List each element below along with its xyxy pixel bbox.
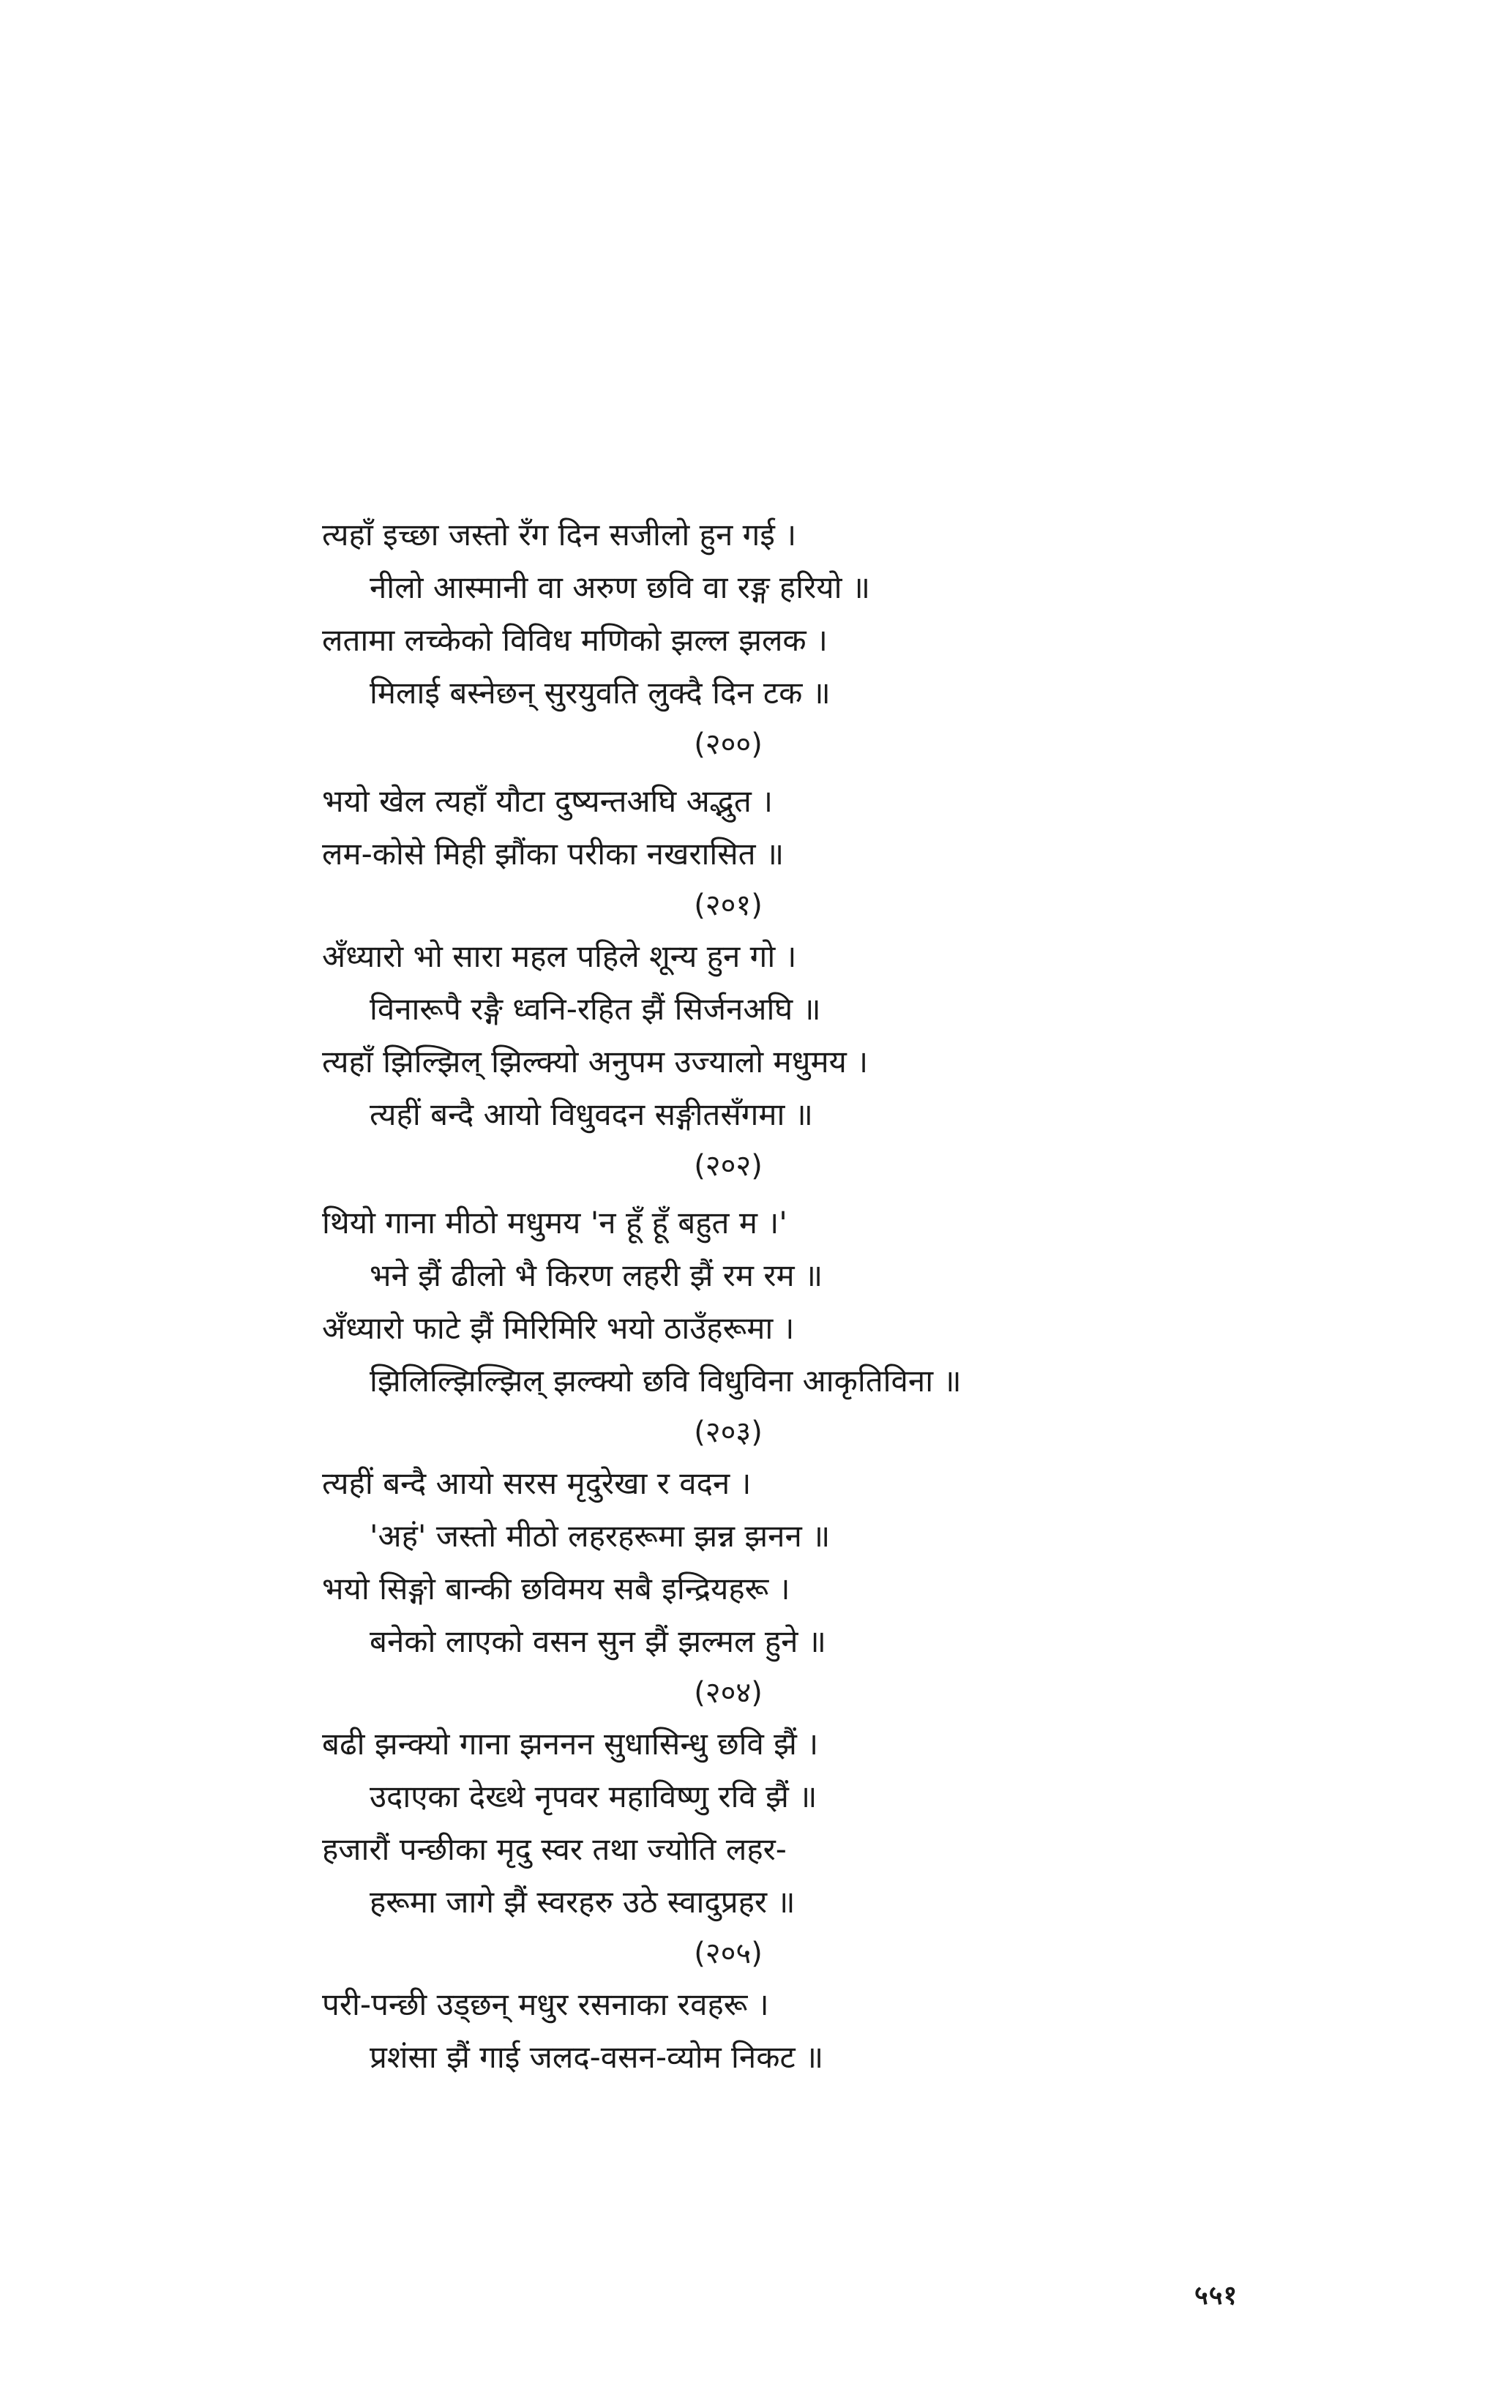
- verse-line: प्रशंसा झैं गाई जलद-वसन-व्योम निकट ॥: [370, 2039, 824, 2075]
- verse-line: भने झैं ढीलो भै किरण लहरी झैं रम रम ॥: [370, 1257, 823, 1293]
- verse-line: त्यहाँ झिल्झिल् झिल्क्यो अनुपम उज्यालो मधुमय ।: [322, 1044, 869, 1080]
- verse-line: अँध्यारो भो सारा महल पहिले शून्य हुन गो ।: [322, 938, 797, 974]
- stanza-number: (२०४): [694, 1676, 763, 1710]
- verse-line: बढी झन्क्यो गाना झननन सुधासिन्धु छवि झैं ।: [322, 1726, 819, 1762]
- verse-line: बनेको लाएको वसन सुन झैं झल्मल हुने ॥: [370, 1623, 826, 1659]
- verse-line: मिलाई बस्नेछन् सुरयुवति लुक्दै दिन टक ॥: [370, 675, 831, 711]
- verse-line: त्यहीं बन्दै आयो सरस मृदुरेखा र वदन ।: [322, 1465, 752, 1501]
- verse-line: उदाएका देख्थे नृपवर महाविष्णु रवि झैं ॥: [370, 1779, 817, 1814]
- verse-line: भयो सिङ्गो बान्की छविमय सबै इन्द्रियहरू ।: [322, 1571, 790, 1607]
- verse-line: भयो खेल त्यहाँ यौटा दुष्यन्तअघि अद्भुत ।: [322, 783, 774, 819]
- verse-line: विनारूपै रङ्गै ध्वनि-रहित झैं सिर्जनअघि ॥: [370, 991, 821, 1027]
- verse-line: हजारौं पन्छीका मृदु स्वर तथा ज्योति लहर-: [322, 1831, 787, 1867]
- poem-text: [322, 509, 1127, 2084]
- page-number: ५५१: [1194, 2281, 1238, 2311]
- verse-line: परी-पन्छी उड्छन् मधुर रसनाका रवहरू ।: [322, 1986, 769, 2022]
- stanza-number: (२०३): [694, 1416, 763, 1449]
- verse-line: त्यहाँ इच्छा जस्तो रँग दिन सजीलो हुन गई ।: [322, 517, 797, 553]
- verse-line: झिलिल्झिल्झिल् झल्क्यो छवि विधुविना आकृतिविना ॥: [370, 1363, 962, 1399]
- verse-line: नीलो आस्मानी वा अरुण छवि वा रङ्ग हरियो ॥: [370, 569, 871, 605]
- verse-line: लतामा लच्केको विविध मणिको झल्ल झलक ।: [322, 622, 828, 658]
- verse-line: 'अहं' जस्तो मीठो लहरहरूमा झन्न झनन ॥: [370, 1518, 831, 1554]
- stanza-number: (२०५): [694, 1937, 763, 1970]
- verse-line: थियो गाना मीठो मधुमय 'न हूँ हूँ बहुत म ।': [322, 1205, 787, 1241]
- verse-line: लम-कोसे मिही झौंका परीका नखरासित ॥: [322, 836, 785, 872]
- stanza-number: (२०१): [694, 889, 763, 922]
- verse-line: हरूमा जागे झैं स्वरहरु उठे स्वादुप्रहर ॥: [370, 1884, 796, 1920]
- verse-line: अँध्यारो फाटे झैं मिरिमिरि भयो ठाउँहरूमा ।: [322, 1310, 795, 1346]
- verse-line: त्यहीं बन्दै आयो विधुवदन सङ्गीतसँगमा ॥: [370, 1096, 813, 1132]
- stanza-number: (२०२): [694, 1149, 763, 1183]
- stanza-number: (२००): [694, 728, 763, 761]
